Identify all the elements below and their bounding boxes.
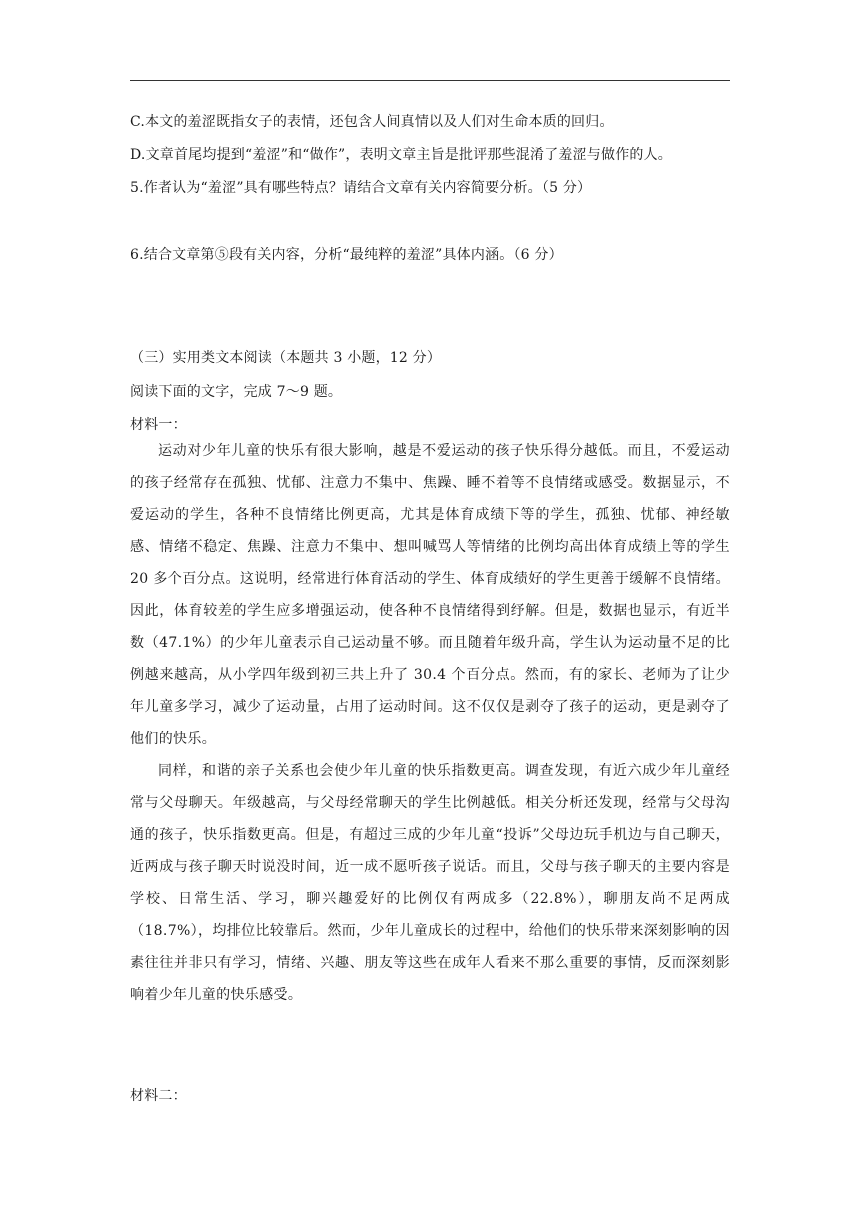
question-5: 5.作者认为“羞涩”具有哪些特点？请结合文章有关内容简要分析。（5 分） [130,180,592,196]
section-heading: （三）实用类文本阅读（本题共 3 小题，12 分） [130,350,442,366]
material-2-label: 材料二： [130,1088,187,1104]
material-1-label: 材料一： [130,417,187,433]
question-6: 6.结合文章第⑤段有关内容，分析“最纯粹的羞涩”具体内涵。（6 分） [130,247,563,263]
reading-instruction: 阅读下面的文字，完成 7～9 题。 [130,384,343,400]
header-rule [130,80,730,81]
option-c: C.本文的羞涩既指女子的表情，还包含人间真情以及人们对生命本质的回归。 [130,114,614,130]
option-d: D.文章首尾均提到“羞涩”和“做作”，表明文章主旨是批评那些混淆了羞涩与做作的人。 [130,147,673,163]
material-1-paragraph-2: 同样，和谐的亲子关系也会使少年儿童的快乐指数更高。调查发现，有近六成少年儿童经常与父母聊天。年级越高，与父母经常聊天的学生比例越低。相关分析还发现，经常与父母沟通的孩子，快乐指数更高。但是，有超过三成的少年儿童“投诉”父母边玩手机边与自己聊天，近两成与孩子聊天时说没时间，近一成不愿听孩子说话。而且，父母与孩子聊天的主要内容是学校、日常生活、学习，聊兴趣爱好的比例仅有两成多（22.8%），聊朋友尚不足两成（18.7%），均排位比较靠后。然而，少年儿童成长的过程中，给他们的快乐带来深刻影响的因素往往并非只有学习，情绪、兴趣、朋友等这些在成年人看来不那么重要的事情，反而深刻影响着少年儿童的快乐感受。 [130,763,730,1003]
material-1-paragraph-1: 运动对少年儿童的快乐有很大影响，越是不爱运动的孩子快乐得分越低。而且，不爱运动的孩子经常存在孤独、忧郁、注意力不集中、焦躁、睡不着等不良情绪或感受。数据显示，不爱运动的学生，各种不良情绪比例更高，尤其是体育成绩下等的学生，孤独、忧郁、神经敏感、情绪不稳定、焦躁、注意力不集中、想叫喊骂人等情绪的比例均高出体育成绩上等的学生 20 多个百分点。这说明，经常进行体育活动的学生、体育成绩好的学生更善于缓解不良情绪。因此，体育较差的学生应多增强运动，使各种不良情绪得到纾解。但是，数据也显示，有近半数（47.1%）的少年儿童表示自己运动量不够。而且随着年级升高，学生认为运动量不足的比例越来越高，从小学四年级到初三共上升了 30.4 个百分点。然而，有的家长、老师为了让少年儿童多学习，减少了运动量，占用了运动时间。这不仅仅是剥夺了孩子的运动，更是剥夺了他们的快乐。 [130,443,730,747]
